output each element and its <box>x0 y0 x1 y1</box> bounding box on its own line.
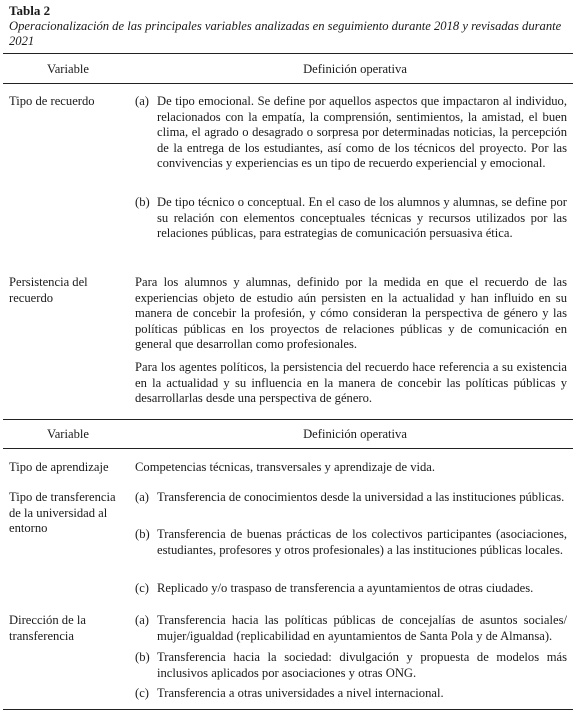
column-header-definition: Definición operativa <box>303 62 407 76</box>
variable-direccion-de-la-transferencia: Dirección de la transferencia <box>9 613 86 643</box>
variable-tipo-de-aprendizaje: Tipo de aprendizaje <box>9 460 109 474</box>
section-divider-rule <box>3 419 573 420</box>
item-text: Transferencia de buenas prácticas de los colectivos participantes (asociaciones, estudiantes, profesores y otros profesionales) a las instituciones públicas locales. <box>157 527 567 557</box>
item-text: De tipo emocional. Se define por aquellos aspectos que impactaron al individuo, relacionados con la empatía, la comprensión, sentimientos, la amistad, el buen clima, el agrado o desagrado o sorpresa por determinadas noticias, la percepción de la entrega de los estudiantes, así como de los técnicos del proyecto. Por las convivencias y experiencias es un tipo de recuerdo experiencial y emocional. <box>157 94 567 171</box>
item-text: Transferencia de conocimientos desde la universidad a las instituciones públicas. <box>157 490 565 504</box>
item-text: Transferencia a otras universidades a nivel internacional. <box>157 686 444 700</box>
definition-item-c <box>135 581 567 597</box>
item-marker: (c) <box>135 581 149 595</box>
definition-item-b <box>135 195 567 242</box>
item-text: Transferencia hacia las políticas públicas de concejalías de asuntos sociales/ mujer/igualdad (replicabilidad en ayuntamientos de Santa Pola y de Almansa). <box>157 613 567 643</box>
item-marker: (a) <box>135 613 149 627</box>
item-marker: (a) <box>135 94 149 108</box>
definition-item-a <box>135 94 567 172</box>
header-rule <box>3 448 573 449</box>
definition-paragraph: Para los alumnos y alumnas, definido por la medida en que el recuerdo de las experiencias objeto de estudio aún persisten en la actualidad y han influido en su manera de concebir la profesión, y cómo consideran la perspectiva de género y las políticas públicas en los proyectos de relaciones públicas y de comunicación en general que desarrollan como profesionales. <box>135 275 567 352</box>
bottom-rule <box>3 709 573 710</box>
definition-item-a <box>135 490 567 506</box>
header-rule <box>3 83 573 84</box>
item-text: De tipo técnico o conceptual. En el caso de los alumnos y alumnas, se define por su relación con elementos conceptuales técnicas y recursos utilizados por las relaciones públicas, para estrategias de comunicación persuasiva ética. <box>157 195 567 241</box>
item-marker: (a) <box>135 490 149 504</box>
item-marker: (c) <box>135 686 149 700</box>
variable-persistencia-del-recuerdo: Persistencia del recuerdo <box>9 275 88 305</box>
definition-text: Competencias técnicas, transversales y aprendizaje de vida. <box>135 460 436 474</box>
table-label: Tabla 2 <box>9 3 51 18</box>
column-header-variable: Variable <box>47 62 89 76</box>
definition-paragraph: Para los agentes políticos, la persistencia del recuerdo hace referencia a su existencia en la actualidad y su influencia en la manera de concebir las políticas públicas y desarrollarlas desde una perspectiva de género. <box>135 360 567 406</box>
item-marker: (b) <box>135 650 150 664</box>
column-header-definition: Definición operativa <box>303 427 407 441</box>
table-caption: Operacionalización de las principales variables analizadas en seguimiento durante 2018 y revisadas durante 2021 <box>9 19 562 48</box>
item-text: Replicado y/o traspaso de transferencia a ayuntamientos de otras ciudades. <box>157 581 534 595</box>
variable-tipo-de-transferencia: Tipo de transferencia de la universidad al entorno <box>9 490 116 536</box>
definition-item-c <box>135 686 567 702</box>
item-marker: (b) <box>135 195 150 209</box>
top-rule <box>3 53 573 54</box>
variable-tipo-de-recuerdo: Tipo de recuerdo <box>9 94 95 108</box>
definition-item-b <box>135 650 567 681</box>
column-header-variable: Variable <box>47 427 89 441</box>
definition-item-b <box>135 527 567 558</box>
item-marker: (b) <box>135 527 150 541</box>
item-text: Transferencia hacia la sociedad: divulgación y propuesta de modelos más inclusivos aplicados por asociaciones y otras ONG. <box>157 650 567 680</box>
definition-item-a <box>135 613 567 644</box>
